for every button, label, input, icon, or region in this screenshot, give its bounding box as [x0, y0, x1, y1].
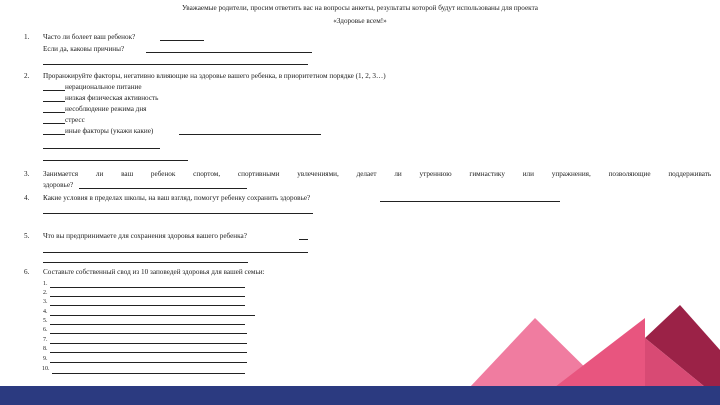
q6-item-2-number: 2.: [43, 290, 48, 296]
q3-answer-line[interactable]: [79, 188, 247, 189]
q2-option-2: низкая физическая активность: [65, 94, 159, 102]
q6-item-1-line[interactable]: [50, 287, 245, 288]
q3-continuation: здоровье?: [43, 181, 74, 189]
q2-extra-line-2[interactable]: [43, 160, 188, 161]
q3-number: 3.: [24, 170, 30, 178]
q5-answer-line-1[interactable]: [299, 239, 308, 240]
decorative-corner-shapes: [470, 290, 720, 387]
q3-text: Занимается ли ваш ребенок спортом, спортивными увлечениями, делает ли утреннюю гимнастику или упражнения, позволяющие поддерживать: [43, 170, 712, 178]
q6-item-6-line[interactable]: [50, 333, 247, 334]
header-line-1: Уважаемые родители, просим ответить вас на вопросы анкеты, результаты которой будут использованы для проекта: [182, 4, 538, 12]
q1-number: 1.: [24, 33, 30, 41]
q2-rank-input-5[interactable]: [43, 134, 65, 135]
q1-text: Часто ли болеет ваш ребенок?: [43, 33, 136, 41]
q2-rank-input-2[interactable]: [43, 101, 65, 102]
q6-item-8-number: 8.: [43, 346, 48, 352]
q2-option-3: несоблюдение режима дня: [65, 105, 147, 113]
q4-number: 4.: [24, 194, 30, 202]
q5-text: Что вы предпринимаете для сохранения здоровья вашего ребенка?: [43, 232, 247, 240]
q1-answer-line[interactable]: [160, 40, 204, 41]
q6-item-6-number: 6.: [43, 327, 48, 333]
q2-rank-input-4[interactable]: [43, 123, 65, 124]
q6-item-4-line[interactable]: [50, 315, 255, 316]
q6-item-7-number: 7.: [43, 337, 48, 343]
q6-item-2-line[interactable]: [50, 296, 245, 297]
q2-rank-input-3[interactable]: [43, 112, 65, 113]
q6-item-8-line[interactable]: [50, 352, 247, 353]
q6-item-1-number: 1.: [43, 281, 48, 287]
q6-item-10-number: 10.: [42, 366, 50, 372]
q4-text: Какие условия в пределах школы, на ваш взгляд, помогут ребенку сохранить здоровье?: [43, 194, 311, 202]
q6-item-3-line[interactable]: [50, 305, 245, 306]
q5-answer-line-3[interactable]: [43, 262, 248, 263]
q2-option-4: стресс: [65, 116, 85, 124]
q5-number: 5.: [24, 232, 30, 240]
q6-item-5-line[interactable]: [50, 324, 245, 325]
q1-followup-text: Если да, каковы причины?: [43, 45, 125, 53]
q6-item-5-number: 5.: [43, 318, 48, 324]
q6-text: Составьте собственный свод из 10 заповедей здоровья для вашей семьи:: [43, 268, 265, 276]
q6-number: 6.: [24, 268, 30, 276]
q2-extra-line-1[interactable]: [43, 148, 160, 149]
q6-item-10-line[interactable]: [52, 373, 245, 374]
q6-item-4-number: 4.: [43, 309, 48, 315]
q5-answer-line-2[interactable]: [43, 252, 308, 253]
q6-item-3-number: 3.: [43, 299, 48, 305]
q2-rank-input-1[interactable]: [43, 90, 65, 91]
q2-option-5: иные факторы (укажи какие): [65, 127, 154, 135]
q2-option-1: нерациональное питание: [65, 83, 142, 91]
q1-reason-line-1[interactable]: [146, 52, 312, 53]
q2-text: Проранжируйте факторы, негативно влияющие на здоровье вашего ребенка, в приоритетном порядке (1, 2, 3…): [43, 72, 386, 80]
q1-reason-line-2[interactable]: [43, 64, 308, 65]
q4-answer-line-2[interactable]: [43, 213, 313, 214]
q2-number: 2.: [24, 72, 30, 80]
q6-item-7-line[interactable]: [50, 343, 247, 344]
q6-item-9-number: 9.: [43, 356, 48, 362]
bottom-bar: [0, 386, 720, 405]
q4-answer-line-1[interactable]: [380, 201, 560, 202]
q6-item-9-line[interactable]: [50, 362, 247, 363]
header-line-2: «Здоровье всем!»: [333, 17, 387, 25]
q2-other-factors-line[interactable]: [179, 134, 321, 135]
